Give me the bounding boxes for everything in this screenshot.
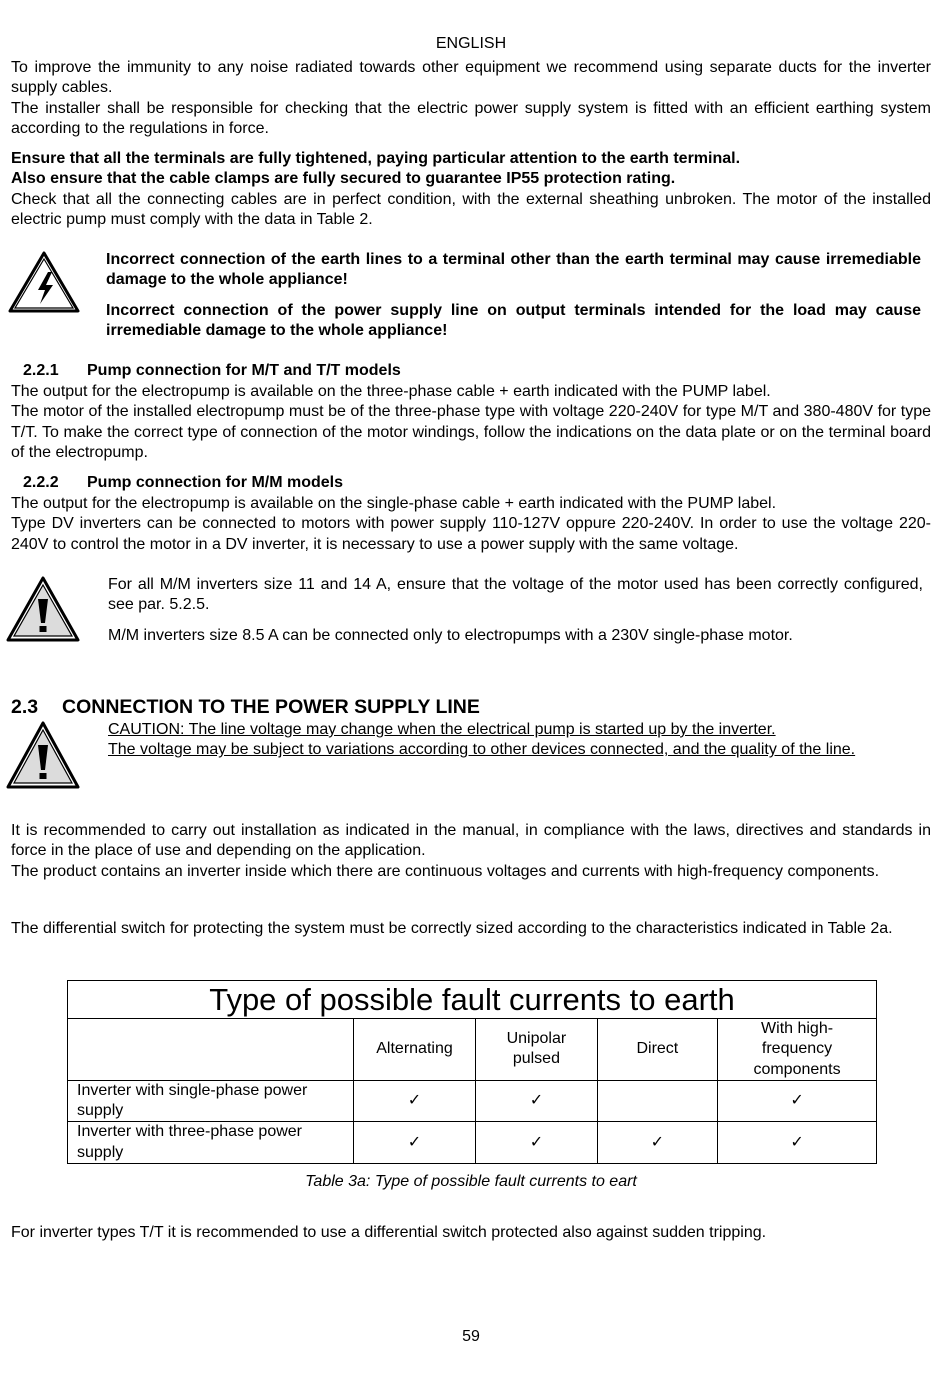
column-header-high-frequency: With high-frequency components: [718, 1019, 877, 1081]
page-number: 59: [462, 1328, 480, 1345]
section-221-paragraph-1: The output for the electropump is available on the three-phase cable + earth indicated with the PUMP label.: [11, 383, 771, 400]
exclamation-warning-icon: [5, 575, 81, 643]
section-222-paragraph-1: The output for the electropump is available on the single-phase cable + earth indicated with the PUMP label.: [11, 495, 777, 512]
language-header: ENGLISH: [435, 35, 507, 52]
earth-line-warning: Incorrect connection of the earth lines to a terminal other than the earth terminal may cause irremediable damage to the whole appliance!: [106, 251, 921, 289]
mm-warning-text: [108, 575, 923, 656]
section-221-number: 2.2.1: [23, 362, 59, 379]
fault-currents-table: [67, 980, 877, 1164]
row-label-three-phase: Inverter with three-phase power supply: [68, 1122, 354, 1164]
table-header-empty: [68, 1019, 354, 1081]
mm-11-14-note: For all M/M inverters size 11 and 14 A, ensure that the voltage of the motor used has been correctly configured, see par. 5.2.5.: [108, 576, 923, 614]
column-header-direct: Direct: [597, 1019, 717, 1081]
table-title: Type of possible fault currents to earth: [68, 981, 877, 1019]
footer-note: [11, 1223, 931, 1243]
caution-warning-icon: [5, 720, 81, 790]
row-label-single-phase: Inverter with single-phase power supply: [68, 1080, 354, 1122]
terminals-tightened-note: Ensure that all the terminals are fully tightened, paying particular attention to the earth terminal.: [11, 150, 741, 167]
caution-line-voltage: CAUTION: The line voltage may change when the electrical pump is started up by the inverter.: [108, 721, 776, 738]
table-row: [68, 1122, 877, 1164]
power-line-warning: Incorrect connection of the power supply line on output terminals intended for the load may cause irremediable damage to the whole appliance!: [106, 301, 921, 339]
cables-condition-note: Check that all the connecting cables are in perfect condition, with the external sheathing unbroken. The motor of the installed electric pump must comply with the data in Table 2.: [11, 190, 931, 228]
electric-warning-text: [106, 250, 921, 351]
intro-paragraph-1: To improve the immunity to any noise radiated towards other equipment we recommend using separate ducts for the inverter supply cables.: [11, 59, 931, 97]
table-title-row: [68, 981, 877, 1019]
emphasis-text: [11, 149, 931, 230]
intro-text: [11, 58, 931, 139]
section-222-number: 2.2.2: [23, 474, 59, 491]
differential-switch-paragraph: The differential switch for protecting the system must be correctly sized according to the characteristics indicated in Table 2a.: [11, 920, 893, 937]
checkmark-cell: ✓: [718, 1122, 877, 1164]
caution-text: [108, 720, 923, 761]
installation-text: [11, 821, 931, 882]
table-caption: Table 3a: Type of possible fault currents to eart: [305, 1173, 637, 1190]
section-23-heading: [11, 695, 480, 719]
differential-switch-text: [11, 919, 931, 939]
installation-paragraph-2: The product contains an inverter inside which there are continuous voltages and currents with high-frequency components.: [11, 862, 880, 880]
installation-paragraph-1: It is recommended to carry out installation as indicated in the manual, in compliance with the laws, directives and standards in force in the place of use and depending on the application.: [11, 822, 931, 860]
section-221-title: Pump connection for M/T and T/T models: [87, 362, 401, 379]
checkmark-cell: ✓: [353, 1080, 475, 1122]
checkmark-cell: ✓: [597, 1122, 717, 1164]
section-222-paragraph-2: Type DV inverters can be connected to motors with power supply 110-127V oppure 220-240V. In order to use the voltage 220-240V to control the motor in a DV inverter, it is necessary to use a power supply with the same voltage.: [11, 515, 931, 553]
mm-8-5-note: M/M inverters size 8.5 A can be connected only to electropumps with a 230V single-phase motor.: [108, 626, 793, 644]
column-header-unipolar-pulsed: Unipolar pulsed: [476, 1019, 597, 1081]
section-222-body: [11, 494, 931, 555]
table-header-row: [68, 1019, 877, 1081]
section-222-title: Pump connection for M/M models: [87, 474, 344, 491]
table-row: [68, 1080, 877, 1122]
caution-voltage-variations: The voltage may be subject to variations according to other devices connected, and the quality of the line.: [108, 741, 856, 759]
section-221-heading: [23, 361, 401, 381]
column-header-alternating: Alternating: [353, 1019, 475, 1081]
checkmark-cell: ✓: [476, 1122, 597, 1164]
intro-paragraph-2: The installer shall be responsible for checking that the electric power supply system is fitted with an efficient earthing system according to the regulations in force.: [11, 99, 931, 137]
checkmark-cell: [597, 1080, 717, 1122]
footer-note-paragraph: For inverter types T/T it is recommended to use a differential switch protected also against sudden tripping.: [11, 1224, 767, 1241]
section-221-paragraph-2: The motor of the installed electropump must be of the three-phase type with voltage 220-240V for type M/T and 380-480V for type T/T. To make the correct type of connection of the motor windings, follow the indications on the data plate or on the terminal board of the electropump.: [11, 403, 931, 461]
section-23-title: CONNECTION TO THE POWER SUPPLY LINE: [62, 696, 480, 718]
checkmark-cell: ✓: [718, 1080, 877, 1122]
section-222-heading: [23, 473, 343, 493]
section-221-body: [11, 382, 931, 463]
cable-clamps-note: Also ensure that the cable clamps are fully secured to guarantee IP55 protection rating.: [11, 170, 676, 188]
checkmark-cell: ✓: [476, 1080, 597, 1122]
checkmark-cell: ✓: [353, 1122, 475, 1164]
section-23-number: 2.3: [11, 696, 39, 718]
electric-hazard-icon: [7, 250, 81, 314]
